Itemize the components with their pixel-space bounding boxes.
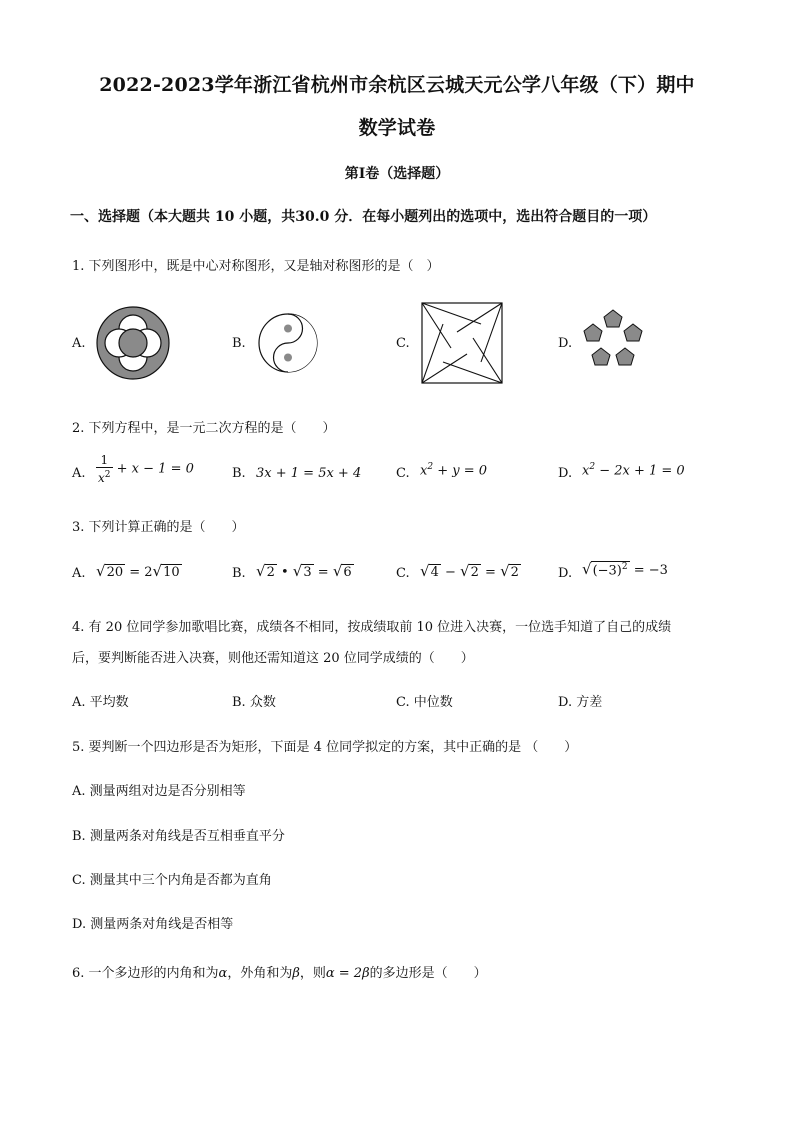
q1-option-b-label: B. (232, 336, 246, 351)
expression-rest: − 2x + 1 = 0 (599, 463, 685, 479)
stem-text: 6. 一个多边形的内角和为 (72, 966, 219, 981)
q5-option-b: B. 测量两条对角线是否互相垂直平分 (72, 829, 285, 844)
expression-rest: + y = 0 (437, 463, 488, 479)
volume-heading: 第I卷（选择题） (344, 166, 450, 182)
q5-option-c: C. 测量其中三个内角是否都为直角 (72, 873, 272, 888)
operator: • (280, 565, 289, 580)
question-2-stem: 2. 下列方程中，是一元二次方程的是（ ） (72, 421, 336, 436)
question-5-stem: 5. 要判断一个四边形是否为矩形，下面是 4 位同学拟定的方案，其中正确的是 （ ） (72, 740, 578, 755)
exponent: 2 (104, 470, 111, 480)
symbol-beta: β (292, 966, 300, 981)
q2-option-c-label: C. (396, 466, 410, 481)
expression-rest: = −3 (633, 563, 668, 578)
q4-option-d: D. 方差 (558, 695, 603, 710)
operator: − (444, 565, 456, 580)
q2-option-a-label: A. (72, 466, 86, 481)
radicand: 2 (470, 565, 479, 580)
q5-option-d: D. 测量两条对角线是否相等 (72, 917, 234, 932)
exponent: 2 (621, 561, 628, 572)
q4-option-a: A. 平均数 (72, 695, 129, 710)
exponent: 2 (589, 462, 596, 472)
pinwheel-square-icon (421, 302, 503, 388)
page-title-line2: 数学试卷 (358, 117, 436, 139)
q2-option-c-expr (420, 462, 487, 478)
q3-option-c-label: C. (396, 566, 410, 581)
q3-option-a-label: A. (72, 566, 86, 581)
q2-option-d-label: D. (558, 466, 573, 481)
radicand: 2 (266, 565, 275, 580)
q1-option-a-label: A. (72, 336, 86, 351)
five-pentagons-icon (581, 308, 645, 380)
stem-text: ，外角和为 (227, 966, 293, 981)
yin-yang-icon (257, 312, 319, 378)
q1-option-d-label: D. (558, 336, 573, 351)
question-3-stem: 3. 下列计算正确的是（ ） (72, 520, 245, 535)
radicand: 10 (163, 565, 180, 580)
q3-option-a-expr: √20 = 2√10 (96, 562, 180, 580)
section-heading: 一、选择题（本大题共 10 小题，共30.0 分．在每小题列出的选项中，选出符合题目的一项） (70, 209, 657, 225)
fraction-numerator: 1 (96, 453, 113, 468)
q3-option-b-label: B. (232, 566, 246, 581)
q2-option-b-label: B. (232, 466, 246, 481)
q3-option-d-expr: $√(-3)^2 = -3$ (582, 560, 668, 578)
expression-rest: + x − 1 = 0 (116, 461, 194, 477)
radicand: 20 (106, 565, 124, 580)
radicand: 2 (510, 565, 519, 580)
exponent: 2 (427, 462, 434, 472)
q2-option-b-expr: 3x + 1 = 5x + 4 (256, 466, 362, 481)
question-4-stem-line1: 4. 有 20 位同学参加歌唱比赛，成绩各不相同，按成绩取前 10 位进入决赛，一位选手知道了自己的成绩 (72, 620, 672, 635)
q4-option-c: C. 中位数 (396, 695, 453, 710)
four-petal-circle-icon (95, 305, 171, 385)
question-4-stem-line2: 后，要判断能否进入决赛，则他还需知道这 20 位同学成绩的（ ） (72, 651, 474, 666)
radicand: 4 (430, 565, 439, 580)
question-1-stem: 1. 下列图形中，既是中心对称图形，又是轴对称图形的是（ ） (72, 259, 440, 274)
radicand: 3 (303, 565, 312, 580)
operator: = 2 (129, 565, 153, 580)
q1-option-c-label: C. (396, 336, 410, 351)
base: x (420, 463, 428, 479)
q4-option-b: B. 众数 (232, 695, 276, 710)
symbol-alpha: α (218, 966, 228, 981)
q2-option-a-expr (96, 453, 194, 485)
fraction-denominator: x (98, 471, 105, 485)
stem-text: ，则 (299, 966, 326, 981)
radicand: 6 (343, 565, 352, 580)
question-6-stem (72, 962, 487, 981)
q5-option-a: A. 测量两组对边是否分别相等 (72, 784, 246, 799)
equals: = (317, 565, 329, 580)
base: x (582, 463, 590, 479)
radicand: (−3) (592, 563, 622, 578)
equals: = (485, 565, 496, 580)
page-title: 2022-2023学年浙江省杭州市余杭区云城天元公学八年级（下）期中 (99, 74, 695, 96)
q3-option-c-expr: √4 − √2 = √2 (420, 562, 519, 580)
q2-option-d-expr (582, 462, 685, 478)
stem-text: 的多边形是（ ） (369, 966, 487, 981)
q3-option-d-label: D. (558, 566, 573, 581)
equation: α = 2β (325, 966, 370, 981)
q3-option-b-expr: √2 • √3 = √6 (256, 562, 352, 580)
